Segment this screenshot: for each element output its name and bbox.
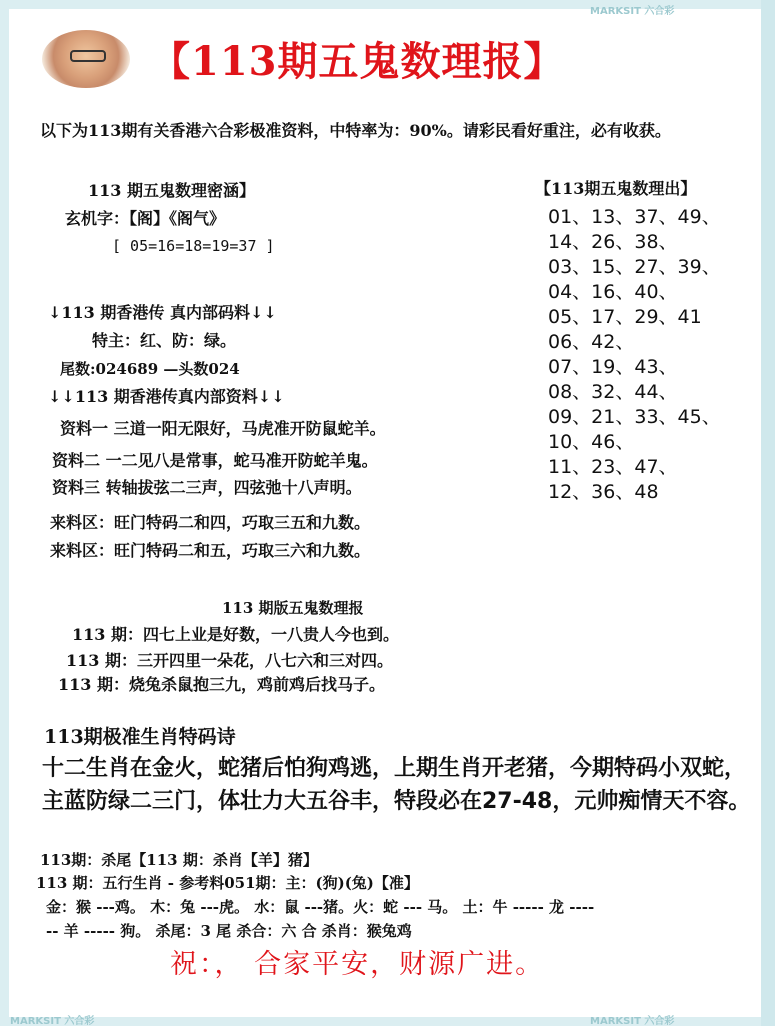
number-row: 14、26、38、 xyxy=(548,231,678,253)
watermark: MARKSIT 六合彩 xyxy=(10,1016,95,1027)
data-line-3: 资料三 转轴拔弦二三声，四弦弛十八声明。 xyxy=(52,478,362,497)
number-row: 12、36、48 xyxy=(548,481,659,503)
right-title: 【113期五鬼数理出】 xyxy=(535,179,697,198)
number-row: 07、19、43、 xyxy=(548,356,678,378)
poem-title: 113期极准生肖特码诗 xyxy=(44,726,236,748)
poem-line-2: 主蓝防绿二三门，体壮力大五谷丰，特段必在27-48，元帅痴情天不容。 xyxy=(42,789,751,814)
data-line-2: 资料二 一二见八是常事，蛇马准开防蛇羊鬼。 xyxy=(52,451,378,470)
bottom-line-4: -- 羊 ----- 狗。 杀尾：3 尾 杀合：六 合 杀肖：猴兔鸡 xyxy=(46,922,412,940)
bottom-line-2: 113 期：五行生肖 - 参考料051期：主：(狗)(兔)【准】 xyxy=(36,874,419,892)
middle-line-3: 113 期：烧兔杀鼠抱三九，鸡前鸡后找马子。 xyxy=(58,675,385,694)
glasses-icon xyxy=(70,50,106,62)
hk-title: ↓113 期香港传 真内部码料↓↓ xyxy=(48,303,277,322)
number-row: 03、15、27、39、 xyxy=(548,256,721,278)
wish-text: 祝：， 合家平安，财源广进。 xyxy=(170,949,545,980)
number-row: 06、42、 xyxy=(548,331,635,353)
bottom-line-3: 金：猴 ---鸡。 木：兔 ---虎。 水：鼠 ---猪。火：蛇 --- 马。 土：牛 ----- 龙 ---- xyxy=(46,898,595,916)
special-text: 特主：红、防：绿。 xyxy=(92,331,237,350)
tail-text: 尾数:024689 —头数024 xyxy=(60,360,240,378)
middle-line-2: 113 期：三开四里一朵花，八七六和三对四。 xyxy=(66,651,393,670)
intro-text: 以下为113期有关香港六合彩极准资料，中特率为：90%。请彩民看好重注，必有收获。 xyxy=(40,121,671,140)
number-row: 11、23、47、 xyxy=(548,456,678,478)
hk-title-2: ↓↓113 期香港传真内部资料↓↓ xyxy=(48,387,285,406)
number-row: 10、46、 xyxy=(548,431,635,453)
number-row: 04、16、40、 xyxy=(548,281,678,303)
number-row: 05、17、29、41 xyxy=(548,306,702,328)
data-line-1: 资料一 三道一阳无限好，马虎准开防鼠蛇羊。 xyxy=(60,419,386,438)
poem-body xyxy=(42,752,752,818)
number-row: 08、32、44、 xyxy=(548,381,678,403)
middle-title: 113 期版五鬼数理报 xyxy=(222,599,364,617)
right-edge-strip xyxy=(761,0,775,1026)
poem-line-1: 十二生肖在金火，蛇猪后怕狗鸡逃，上期生肖开老猪，今期特码小双蛇， xyxy=(42,756,747,781)
numbers-box: [ 05=16=18=19=37 ] xyxy=(112,237,275,255)
page-title: 【113期五鬼数理报】 xyxy=(150,38,565,85)
xuanji-text: 玄机字：【阁】《阁气》 xyxy=(65,209,226,228)
number-row: 01、13、37、49、 xyxy=(548,206,721,228)
mystery-title: 113 期五鬼数理密涵】 xyxy=(88,181,255,200)
avatar-image xyxy=(42,30,130,88)
source-line-1: 来料区：旺门特码二和四，巧取三五和九数。 xyxy=(50,513,371,532)
watermark: MARKSIT 六合彩 xyxy=(590,1016,675,1027)
middle-line-1: 113 期：四七上业是好数，一八贵人今也到。 xyxy=(72,625,399,644)
bottom-line-1: 113期：杀尾【113 期：杀肖【羊】猪】 xyxy=(40,851,318,869)
number-list xyxy=(548,205,721,505)
watermark: MARKSIT 六合彩 xyxy=(590,6,675,17)
number-row: 09、21、33、45、 xyxy=(548,406,721,428)
source-line-2: 来料区：旺门特码二和五，巧取三六和九数。 xyxy=(50,541,371,560)
